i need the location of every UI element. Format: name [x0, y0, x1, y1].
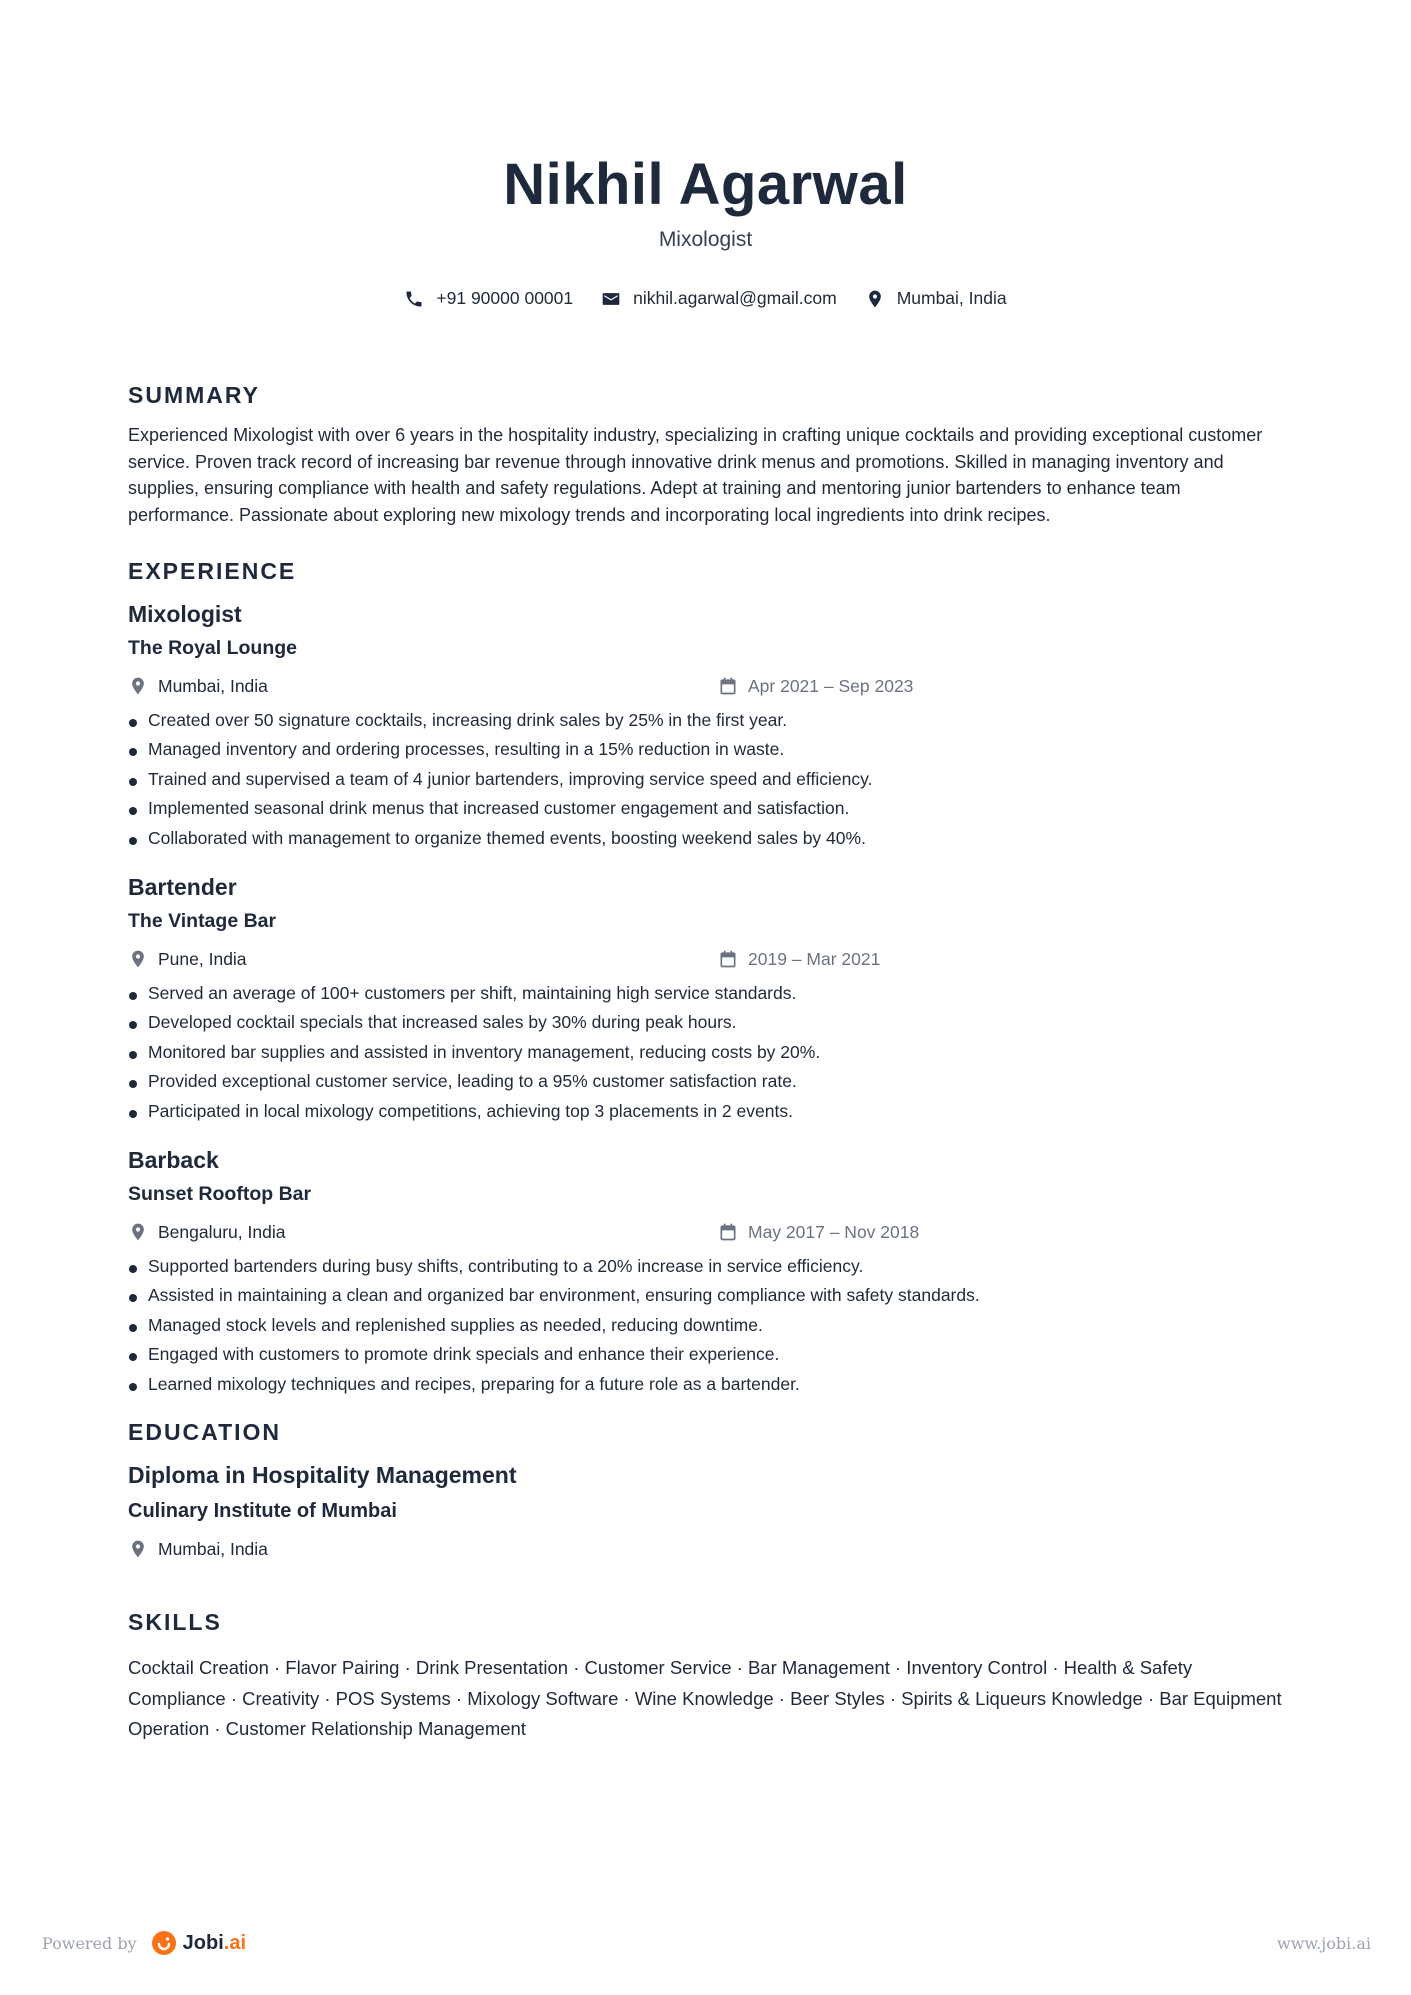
education-location	[128, 1539, 718, 1560]
bullet-item: Provided exceptional customer service, leading to a 95% customer satisfaction rate.	[128, 1067, 1288, 1096]
contact-email	[601, 288, 837, 309]
job-meta	[128, 1220, 1288, 1244]
job-dates-text: May 2017 – Nov 2018	[748, 1221, 920, 1242]
job-meta	[128, 947, 1288, 971]
job-bullets	[128, 1252, 1288, 1399]
phone-icon	[404, 289, 424, 309]
calendar-icon	[718, 676, 738, 696]
job-bullets	[128, 979, 1288, 1126]
footer-website[interactable]: www.jobi.ai	[1277, 1934, 1371, 1953]
job-location-text: Mumbai, India	[158, 675, 268, 696]
bullet-item: Participated in local mixology competitions, achieving top 3 placements in 2 events.	[128, 1097, 1288, 1126]
job-title: Barback	[128, 1147, 219, 1174]
education-section	[128, 1417, 1288, 1561]
location-text: Mumbai, India	[896, 288, 1007, 308]
map-pin-icon	[128, 676, 148, 696]
education-meta	[128, 1537, 1288, 1561]
resume-content	[128, 380, 1288, 1745]
bullet-item: Implemented seasonal drink menus that increased customer engagement and satisfaction.	[128, 794, 1288, 823]
job-company: Sunset Rooftop Bar	[128, 1183, 312, 1206]
summary-section	[128, 380, 1288, 528]
job-company: The Vintage Bar	[128, 910, 277, 933]
bullet-item: Engaged with customers to promote drink specials and enhance their experience.	[128, 1340, 1288, 1369]
bullet-item: Monitored bar supplies and assisted in inventory management, reducing costs by 20%.	[128, 1038, 1288, 1067]
job-location-text: Pune, India	[158, 948, 247, 969]
bullet-item: Managed stock levels and replenished supplies as needed, reducing downtime.	[128, 1311, 1288, 1340]
brand-main: Jobi	[182, 1931, 224, 1954]
job-title: Bartender	[128, 874, 237, 901]
bullet-item: Served an average of 100+ customers per shift, maintaining high service standards.	[128, 979, 1288, 1008]
powered-by-label: Powered by	[42, 1933, 137, 1953]
job-company: The Royal Lounge	[128, 637, 298, 659]
bullet-item: Developed cocktail specials that increased sales by 30% during peak hours.	[128, 1008, 1288, 1037]
job-dates	[718, 949, 880, 970]
skills-section	[128, 1607, 1288, 1745]
calendar-icon	[718, 949, 738, 969]
mail-icon	[601, 289, 621, 309]
bullet-item: Managed inventory and ordering processes, resulting in a 15% reduction in waste.	[128, 735, 1288, 764]
education-degree: Diploma in Hospitality Management	[128, 1462, 517, 1489]
job-dates-text: 2019 – Mar 2021	[748, 948, 881, 969]
summary-heading: SUMMARY	[128, 382, 260, 408]
job-location	[128, 949, 718, 970]
job-entry	[128, 1144, 1288, 1399]
job-location-text: Bengaluru, India	[158, 1221, 286, 1242]
calendar-icon	[718, 1222, 738, 1242]
job-dates-text: Apr 2021 – Sep 2023	[748, 675, 914, 696]
map-pin-icon	[128, 949, 148, 969]
education-location-text: Mumbai, India	[158, 1538, 268, 1559]
candidate-name: Nikhil Agarwal	[503, 152, 908, 217]
brand-suffix: .ai	[223, 1931, 247, 1954]
skills-text: Cocktail Creation · Flavor Pairing · Drink Presentation · Customer Service · Bar Management · Inventory Control · Health & Safety Compliance · Creativity · POS Systems · Mixology Software · Wine Knowledge · Beer Styles · Spirits & Liqueurs Knowledge · Bar Equipment Operation · Customer Relationship Management	[128, 1657, 1282, 1740]
job-dates	[718, 676, 913, 697]
bullet-item: Collaborated with management to organize themed events, boosting weekend sales by 40%.	[128, 824, 1288, 853]
job-entry	[128, 598, 1288, 853]
summary-text: Experienced Mixologist with over 6 years in the hospitality industry, specializing in crafting unique cocktails and providing exceptional customer service. Proven track record of increasing bar revenue through innovative drink menus and promotions. Skilled in managing inventory and supplies, ensuring compliance with health and safety regulations. Adept at training and mentoring junior bartenders to enhance team performance. Passionate about exploring new mixology trends and incorporating local ingredients into drink recipes.	[128, 425, 1263, 525]
skills-heading: SKILLS	[128, 1609, 222, 1636]
job-location	[128, 676, 718, 697]
job-location	[128, 1222, 718, 1243]
bullet-item: Assisted in maintaining a clean and organized bar environment, ensuring compliance with safety standards.	[128, 1281, 1288, 1310]
jobi-logo[interactable]	[151, 1930, 246, 1956]
bullet-item: Supported bartenders during busy shifts, contributing to a 20% increase in service efficiency.	[128, 1252, 1288, 1281]
contact-phone	[404, 288, 573, 309]
contact-location	[865, 288, 1007, 309]
experience-section	[128, 556, 1288, 1399]
bullet-item: Trained and supervised a team of 4 junior bartenders, improving service speed and efficiency.	[128, 765, 1288, 794]
map-pin-icon	[865, 289, 885, 309]
education-heading: EDUCATION	[128, 1419, 282, 1446]
map-pin-icon	[128, 1222, 148, 1242]
bullet-item: Created over 50 signature cocktails, increasing drink sales by 25% in the first year.	[128, 706, 1288, 735]
education-school: Culinary Institute of Mumbai	[128, 1500, 397, 1523]
candidate-title: Mixologist	[658, 228, 753, 251]
footer-powered-by	[42, 1930, 246, 1956]
phone-text: +91 90000 00001	[436, 288, 574, 308]
job-bullets	[128, 706, 1288, 853]
experience-heading: EXPERIENCE	[128, 558, 297, 584]
map-pin-icon	[128, 1539, 148, 1559]
job-title: Mixologist	[128, 601, 242, 627]
jobi-logo-icon	[151, 1930, 177, 1956]
job-entry	[128, 871, 1288, 1126]
bullet-item: Learned mixology techniques and recipes, preparing for a future role as a bartender.	[128, 1370, 1288, 1399]
job-dates	[718, 1222, 919, 1243]
contact-bar	[0, 288, 1411, 309]
email-text: nikhil.agarwal@gmail.com	[633, 288, 837, 308]
job-meta	[128, 674, 1288, 698]
